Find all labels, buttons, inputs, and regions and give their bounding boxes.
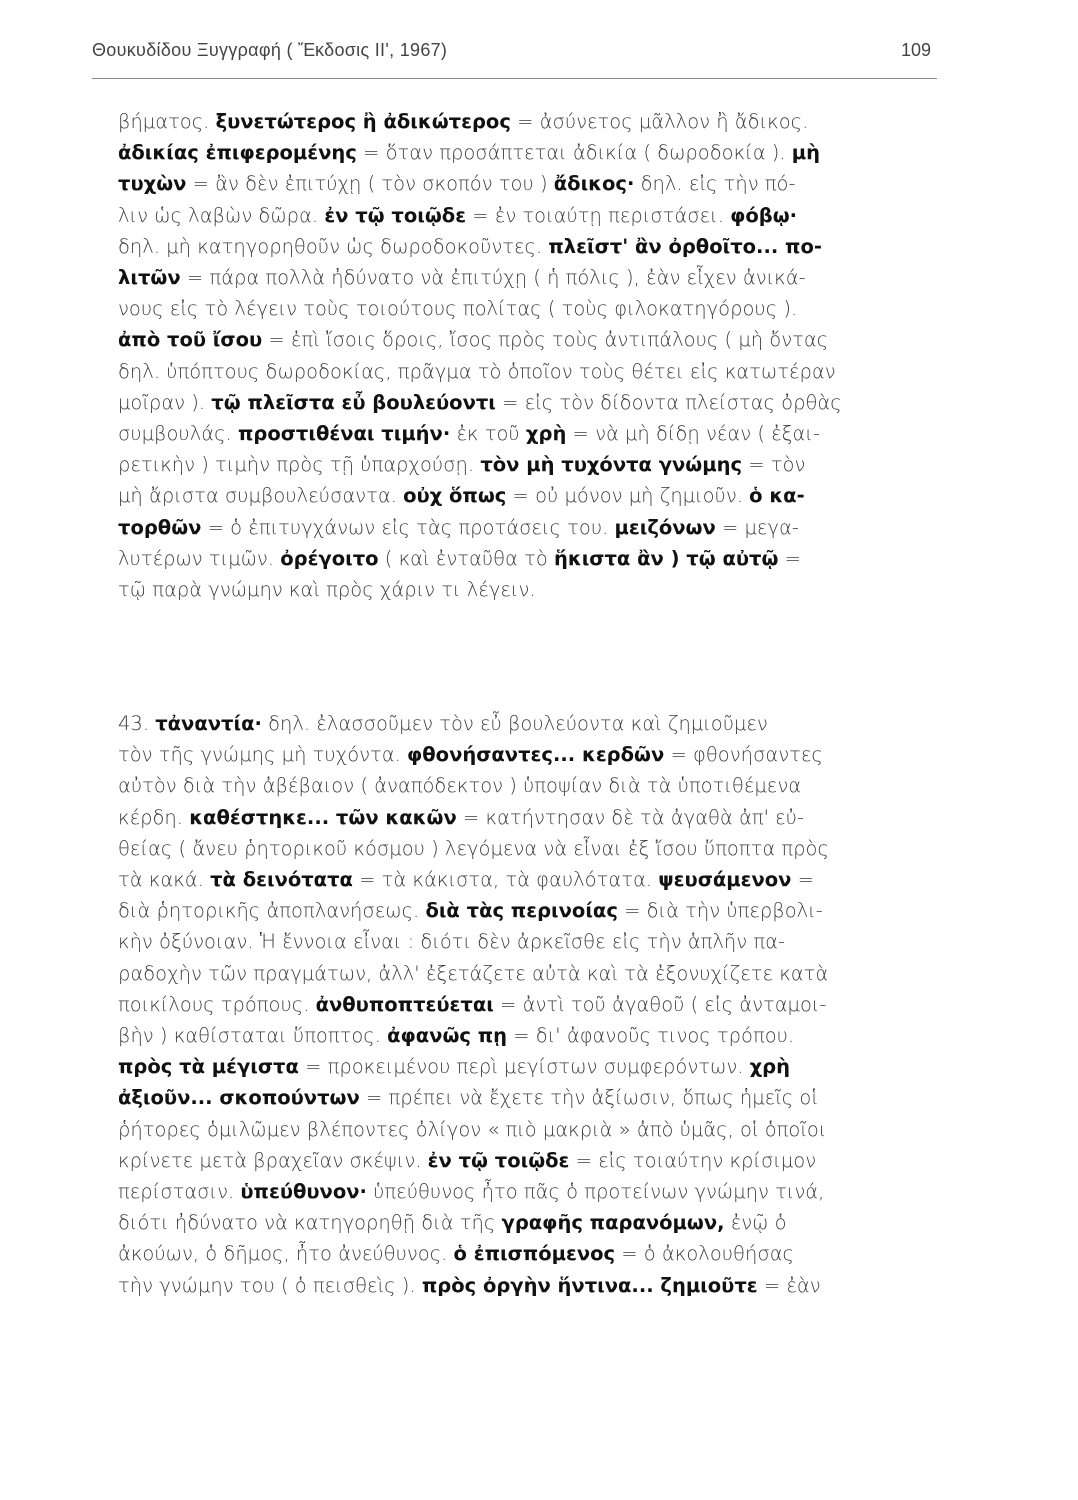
lemma: ὁ κα- <box>749 484 805 508</box>
gloss-text: = κατήντησαν δὲ τὰ ἀγαθὰ ἀπ' εὐ- <box>456 805 805 829</box>
gloss-text: = ὁ ἀκολουθήσας <box>615 1242 794 1266</box>
lemma: τυχὼν <box>118 172 187 196</box>
lemma: ἀνθυποπτεύεται <box>315 992 494 1016</box>
gloss-text: = διὰ τὴν ὑπερβολι- <box>617 899 823 923</box>
lemma: ἥκιστα ἂν ) τῷ αὐτῷ <box>553 546 779 570</box>
lemma: ἀφανῶς πῃ <box>387 1024 508 1048</box>
text-line <box>118 231 950 262</box>
text-line <box>118 200 950 231</box>
lemma: μειζόνων <box>614 515 716 539</box>
gloss-text: συμβουλάς. <box>118 422 238 446</box>
gloss-text: = ὁ ἐπιτυγχάνων εἰς τὰς προτάσεις του. <box>201 515 615 539</box>
lemma: ὑπεύθυνον· <box>240 1180 367 1204</box>
text-line <box>118 958 950 989</box>
gloss-text: = πάρα πολλὰ ἠδύνατο νὰ ἐπιτύχῃ ( ἡ πόλις ), ἐὰν εἶχεν ἀνικά- <box>180 266 806 290</box>
gloss-text: διότι ἠδύνατο νὰ κατηγορηθῇ διὰ τῆς <box>118 1211 502 1235</box>
text-line <box>118 512 950 543</box>
lemma: ἀπὸ τοῦ ἴσου <box>118 328 263 352</box>
gloss-text: διὰ ῥητορικῆς ἀποπλανήσεως. <box>118 899 426 923</box>
text-line <box>118 1238 950 1269</box>
gloss-text: = ἐπὶ ἴσοις ὅροις, ἴσος πρὸς τοὺς ἀντιπάλους ( μὴ ὄντας <box>262 328 829 352</box>
running-header <box>92 28 937 79</box>
lemma: πρὸς ὀργὴν ἥντινα... ζημιοῦτε <box>421 1273 758 1297</box>
lemma: καθέστηκε... τῶν κακῶν <box>189 805 457 829</box>
text-line <box>118 802 950 833</box>
gloss-text: ἀκούων, ὁ δῆμος, ἦτο ἀνεύθυνος. <box>118 1242 454 1266</box>
gloss-text: τὴν γνώμην του ( ὁ πεισθεὶς ). <box>118 1273 422 1297</box>
gloss-text: = ἐὰν <box>757 1273 821 1297</box>
gloss-text: λιν ὡς λαβὼν δῶρα. <box>118 203 325 227</box>
gloss-text: = ἀσύνετος μᾶλλον ἢ ἄδικος. <box>510 110 809 133</box>
lemma: μὴ <box>791 141 821 165</box>
text-line <box>118 324 950 355</box>
gloss-text: = προκειμένου περὶ μεγίστων συμφερόντων. <box>298 1055 750 1079</box>
text-line <box>118 833 950 864</box>
gloss-text: δηλ. ἐλασσοῦμεν τὸν εὖ βουλεύοντα καὶ ζημιοῦμεν <box>261 712 768 735</box>
gloss-text: δηλ. ὑπόπτους δωροδοκίας, πρᾶγμα τὸ ὁποῖον τοὺς θέτει εἰς κατωτέραν <box>118 359 836 383</box>
lemma: τἀναντία· <box>155 712 262 735</box>
lemma: ὁ ἐπισπόμενος <box>453 1242 616 1266</box>
gloss-text: δηλ. εἰς τὴν πό- <box>634 172 796 196</box>
gloss-text: ῥήτορες ὁμιλῶμεν βλέποντες ὀλίγον « πιὸ μακριὰ » ἀπὸ ὑμᾶς, οἱ ὁποῖοι <box>118 1117 827 1141</box>
text-line <box>118 1020 950 1051</box>
lemma: χρὴ <box>749 1055 791 1079</box>
lemma: γραφῆς παρανόμων, <box>501 1211 725 1235</box>
lemma: ἀδικίας ἐπιφερομένης <box>118 141 357 165</box>
text-line <box>118 895 950 926</box>
lemma: χρὴ <box>525 422 567 446</box>
lemma: ἀξιοῦν... σκοπούντων <box>118 1086 360 1110</box>
lemma: φθονήσαντες... κερδῶν <box>407 743 665 767</box>
gloss-text: = μεγα- <box>715 515 799 539</box>
gloss-text: = φθονήσαντες <box>664 743 823 767</box>
gloss-text: ὑπεύθυνος ἦτο πᾶς ὁ προτείνων γνώμην τινά, <box>366 1180 825 1204</box>
gloss-text: = ἂν δὲν ἐπιτύχῃ ( τὸν σκοπόν του ) <box>186 172 554 196</box>
lemma: πλεῖστ' ἂν ὀρθοῖτο... πο- <box>548 234 822 258</box>
gloss-text: αὐτὸν διὰ τὴν ἀβέβαιον ( ἀναπόδεκτον ) ὑποψίαν διὰ τὰ ὑποτιθέμενα <box>118 774 802 798</box>
text-line <box>118 989 950 1020</box>
lemma: τῷ πλεῖστα εὖ βουλεύοντι <box>211 390 496 414</box>
gloss-text: κέρδη. <box>118 805 190 829</box>
text-line <box>118 418 950 449</box>
text-line <box>118 449 950 480</box>
text-line <box>118 1114 950 1145</box>
gloss-text: = νὰ μὴ δίδῃ νέαν ( ἐξαι- <box>566 422 820 446</box>
text-line <box>118 262 950 293</box>
text-line <box>118 1082 950 1113</box>
gloss-text: = πρέπει νὰ ἔχετε τὴν ἀξίωσιν, ὅπως ἡμεῖς οἱ <box>359 1086 818 1110</box>
gloss-text: = ἀντὶ τοῦ ἀγαθοῦ ( εἰς ἀνταμοι- <box>493 992 827 1016</box>
lemma: ἐν τῷ τοιῷδε <box>324 203 467 227</box>
text-line <box>118 864 950 895</box>
gloss-text: κὴν ὀξύνοιαν. Ἡ ἔννοια εἶναι : διότι δὲν ἀρκεῖσθε εἰς τὴν ἁπλῆν πα- <box>118 930 786 954</box>
lemma: τὰ δεινότατα <box>210 868 353 892</box>
text-line <box>118 356 950 387</box>
gloss-text: δηλ. μὴ κατηγορηθοῦν ὡς δωροδοκοῦντες. <box>118 234 549 258</box>
gloss-text: μοῖραν ). <box>118 390 212 414</box>
gloss-text: τὰ κακά. <box>118 868 211 892</box>
gloss-text: = <box>791 868 815 892</box>
gloss-text: = οὐ μόνον μὴ ζημιοῦν. <box>506 484 750 508</box>
gloss-text: = δι' ἀφανοῦς τινος τρόπου. <box>507 1024 795 1048</box>
gloss-text: ( καὶ ἐνταῦθα τὸ <box>378 546 554 570</box>
lemma: διὰ τὰς περινοίας <box>425 899 618 923</box>
lemma: ὀρέγοιτο <box>280 546 379 570</box>
gloss-text: ποικίλους τρόπους. <box>118 992 316 1016</box>
text-line <box>118 168 950 199</box>
text-line <box>118 1051 950 1082</box>
commentary-paragraph-1 <box>118 106 950 605</box>
gloss-text: τὸν τῆς γνώμης μὴ τυχόντα. <box>118 743 408 767</box>
gloss-text: βὴν ) καθίσταται ὕποπτος. <box>118 1024 388 1048</box>
text-line <box>118 137 950 168</box>
lemma: οὐχ ὅπως <box>403 484 507 508</box>
lemma: πρὸς τὰ μέγιστα <box>118 1055 299 1079</box>
gloss-text: ἐνῷ ὁ <box>724 1211 787 1235</box>
text-line <box>118 387 950 418</box>
lemma: ἐν τῷ τοιῷδε <box>427 1148 570 1172</box>
text-line <box>118 739 950 770</box>
gloss-text: = εἰς τὸν δίδοντα πλείστας ὀρθὰς <box>495 390 842 414</box>
gloss-text: 43. <box>118 712 156 735</box>
gloss-text: = ἐν τοιαύτῃ περιστάσει. <box>466 203 731 227</box>
gloss-text: = τὸν <box>742 453 806 477</box>
page-number: 109 <box>900 40 931 60</box>
lemma: προστιθέναι τιμήν· <box>237 422 451 446</box>
gloss-text: περίστασιν. <box>118 1180 241 1204</box>
gloss-text: βήματος. <box>118 110 216 133</box>
gloss-text: λυτέρων τιμῶν. <box>118 546 281 570</box>
gloss-text: = <box>778 546 801 570</box>
gloss-text: ραδοχὴν τῶν πραγμάτων, ἀλλ' ἐξετάζετε αὐτὰ καὶ τὰ ἐξονυχίζετε κατὰ <box>118 961 829 985</box>
lemma: φόβῳ· <box>730 203 798 227</box>
text-line <box>118 1176 950 1207</box>
gloss-text: = ὅταν προσάπτεται ἀδικία ( δωροδοκία ). <box>356 141 792 165</box>
text-line <box>118 770 950 801</box>
gloss-text: κρίνετε μετὰ βραχεῖαν σκέψιν. <box>118 1148 428 1172</box>
lemma: λιτῶν <box>118 266 181 290</box>
text-line <box>118 293 950 324</box>
lemma: ξυνετώτερος ἢ ἀδικώτερος <box>215 110 511 133</box>
running-title: Θουκυδίδου Ξυγγραφή ( Ἔκδοσις ΙΙ', 1967) <box>92 40 448 60</box>
lemma: ψευσάμενον <box>658 868 792 892</box>
text-line <box>118 1270 950 1301</box>
gloss-text: τῷ παρὰ γνώμην καὶ πρὸς χάριν τι λέγειν. <box>118 578 536 602</box>
gloss-text: θείας ( ἄνευ ῥητορικοῦ κόσμου ) λεγόμενα νὰ εἶναι ἐξ ἴσου ὕποπτα πρὸς <box>118 836 829 860</box>
gloss-text: = τὰ κάκιστα, τὰ φαυλότατα. <box>352 868 659 892</box>
lemma: ἄδικος· <box>553 172 635 196</box>
text-line <box>118 708 950 739</box>
text-line <box>118 543 950 574</box>
lemma: τὸν μὴ τυχόντα γνώμης <box>480 453 743 477</box>
text-line <box>118 480 950 511</box>
text-line <box>118 1207 950 1238</box>
text-line <box>118 1145 950 1176</box>
gloss-text: ἐκ τοῦ <box>450 422 526 446</box>
text-line <box>118 926 950 957</box>
gloss-text: νους εἰς τὸ λέγειν τοὺς τοιούτους πολίτας ( τοὺς φιλοκατηγόρους ). <box>118 297 798 321</box>
gloss-text: = εἰς τοιαύτην κρίσιμον <box>569 1148 817 1172</box>
lemma: τορθῶν <box>118 515 202 539</box>
text-line <box>118 106 950 137</box>
text-line <box>118 574 950 605</box>
gloss-text: ρετικὴν ) τιμὴν πρὸς τῇ ὑπαρχούσῃ. <box>118 453 481 477</box>
gloss-text: μὴ ἄριστα συμβουλεύσαντα. <box>118 484 404 508</box>
commentary-paragraph-43 <box>118 708 950 1301</box>
